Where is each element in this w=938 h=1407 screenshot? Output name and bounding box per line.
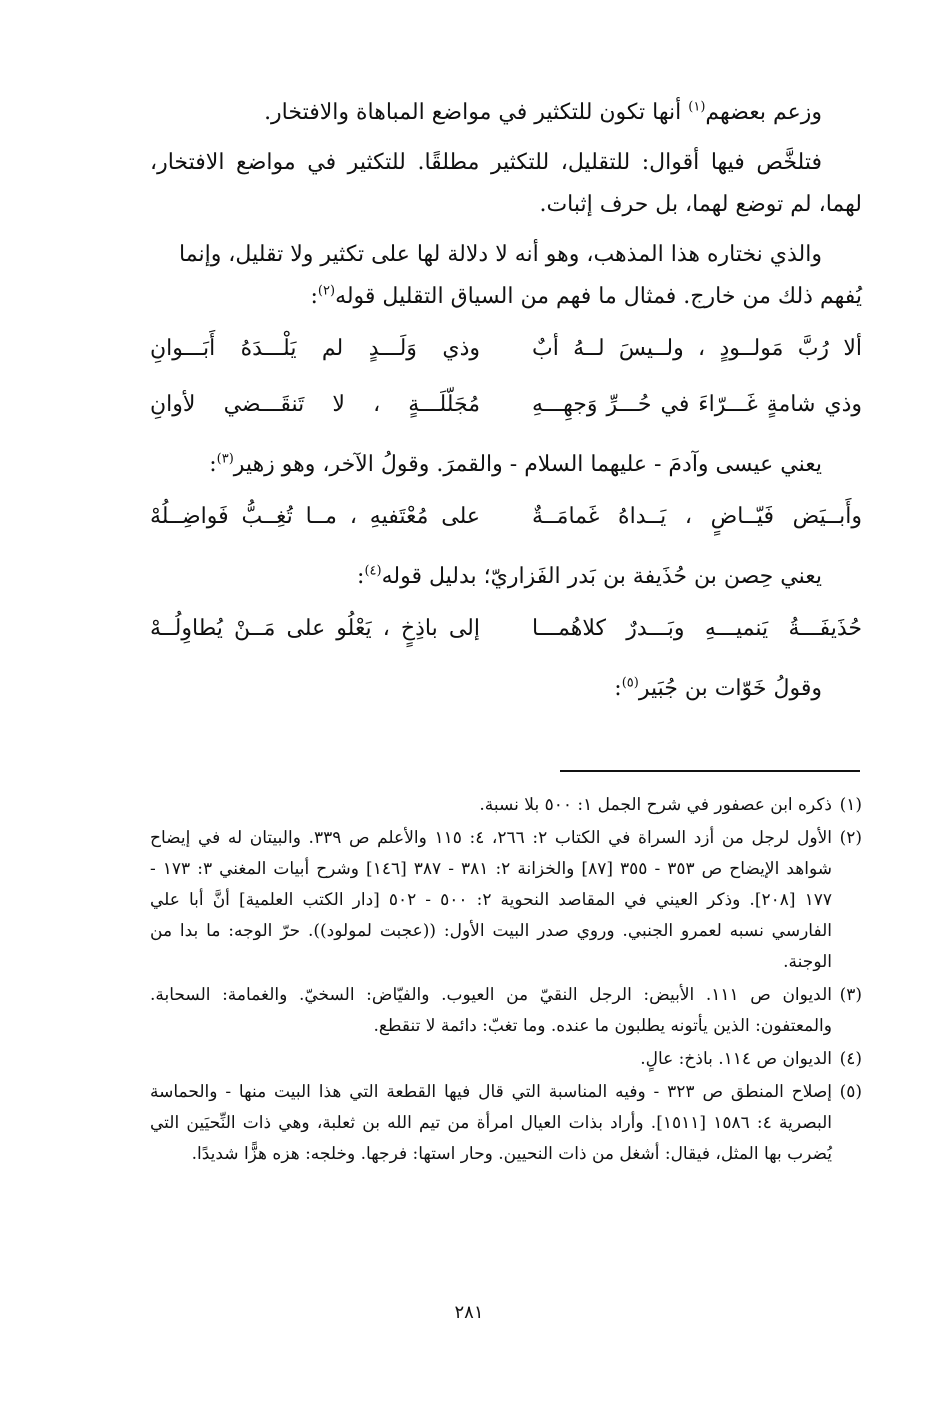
footnote-text: الديوان ص ١١٤. باذخ: عالٍ. [640, 1049, 832, 1069]
footnote-ref[interactable]: (٤) [364, 563, 382, 579]
main-text [150, 92, 862, 718]
verse-hemistich-right: ألا رُبَّ مَولــودٍ ، ولــيسَ لــهُ أبٌ [532, 336, 862, 361]
verse-line [150, 500, 862, 534]
paragraph-text: أنها تكون للتكثير في مواضع المباهاة والافتخار. [264, 100, 689, 125]
paragraph-text: : [310, 284, 318, 309]
footnote-text: إصلاح المنطق ص ٣٢٣ - وفيه المناسبة التي قال فيها القطعة التي هذا البيت منها - والحماسة البصرية ٤: ١٥٨٦ [١٥١١]. وأراد بذات العيال امرأة من تيم الله بن ثعلبة، وهي ذات النِّحيَين التي يُضرب بها المثل، فيقال: أشغل من ذات النحيين. وحار استها: فرجها. وخلجه: هزه هزًّا شديدًا. [150, 1082, 832, 1164]
paragraph-text: يعني حِصن بن حُذَيفة بن بَدر الفَزاريّ؛ بدليل قوله [381, 564, 822, 589]
verse-line [150, 332, 862, 366]
footnote-ref[interactable]: (٥) [621, 675, 639, 691]
paragraph-text: يُفهم ذلك من خارج. فمثال ما فهم من السياق التقليل قوله [335, 284, 862, 309]
verse-hemistich-left: مُجَلّلَـــةٍ ، لا تَنقَـــضي لأوانِ [150, 392, 480, 417]
footnote-number: (٤) [839, 1049, 862, 1069]
paragraph-text: : [209, 452, 217, 477]
paragraph-6 [150, 556, 862, 598]
paragraph-4 [150, 276, 862, 318]
footnote-number: (٣) [839, 985, 862, 1005]
paragraph-2: فتلخَّص فيها أقوال: للتقليل، للتكثير مطلقًا. للتكثير في مواضع الافتخار، لهما، لم توضع لهما، بل حرف إثبات. [150, 150, 862, 217]
page-number: ٢٨١ [454, 1302, 484, 1323]
verse-line [150, 388, 862, 422]
verse-line [150, 612, 862, 646]
paragraph-7 [150, 668, 862, 710]
paragraph-text: : [357, 564, 365, 589]
footnote [150, 823, 862, 978]
paragraph-5 [150, 444, 862, 486]
verse-hemistich-right: حُذَيفَـــةُ يَنميـــهِ وبَـــدرٌ كلاهُمـــا [532, 616, 862, 641]
footnote-separator [560, 770, 860, 772]
footnote-number: (٢) [839, 828, 863, 848]
footnote-text: الأول لرجل من أزد السراة في الكتاب ٢: ٢٦٦، ٤: ١١٥ والأعلم ص ٣٣٩. والبيتان له في إيضاح شواهد الإيضاح ص ٣٥٣ - ٣٥٥ [٨٧] والخزانة ٢: ٣٨١ - ٣٨٧ [١٤٦] وشرح أبيات المغني ٣: ١٧٣ - ١٧٧ [٢٠٨]. وذكر العيني في المقاصد النحوية ٢: ٥٠٠ - ٥٠٢ [دار الكتب العلمية] أنَّ أبا علي الفارسي نسبه لعمرو الجنبي. وروي صدر البيت الأول: ((عجبت لمولود)). حرّ الوجه: ما بدا من الوجنة. [150, 828, 833, 972]
verse-hemistich-right: وذي شامةٍ غَـــرّاءَ في حُـــرِّ وَجهِـــهِ [532, 392, 862, 417]
footnote [150, 790, 862, 821]
footnote-ref[interactable]: (٣) [216, 451, 234, 467]
footnote [150, 1077, 862, 1170]
paragraph-text: يعني عيسى وآدمَ - عليهما السلام - والقمرَ. وقولُ الآخر، وهو زهير [233, 452, 822, 477]
paragraph-text: : [614, 676, 622, 701]
footnote-number: (٥) [839, 1082, 862, 1102]
footnote [150, 1044, 862, 1075]
paragraph-1 [150, 92, 862, 134]
footnote-text: الديوان ص ١١١. الأبيض: الرجل النقيّ من العيوب. والفيّاض: السخيّ. والغمامة: السحابة. والمعتفون: الذين يأتونه يطلبون ما عنده. وما تغبّ: دائمة لا تنقطع. [150, 985, 832, 1036]
footnote-ref[interactable]: (٢) [317, 283, 336, 299]
footnote [150, 980, 862, 1042]
footnote-text: ذكره ابن عصفور في شرح الجمل ١: ٥٠٠ بلا نسبة. [479, 795, 832, 815]
footnotes [150, 790, 862, 1172]
footnote-number: (١) [839, 795, 862, 815]
paragraph-3: والذي نختاره هذا المذهب، وهو أنه لا دلالة لها على تكثير ولا تقليل، وإنما [179, 242, 822, 267]
footnote-ref[interactable]: (١) [688, 99, 706, 115]
verse-hemistich-right: وأَبــيَض فَيّــاضٍ ، يَــداهُ غَمامَــةٌ [532, 504, 862, 529]
paragraph-text: وزعم بعضهم [705, 100, 822, 125]
verse-hemistich-left: إلى باذِخٍ ، يَعْلُو على مَــنْ يُطاوِلُــهْ [150, 616, 480, 641]
paragraph-text: وقولُ خَوّات بن جُبَير [638, 676, 822, 701]
verse-hemistich-left: على مُعْتَفيهِ ، مــا تُغِــبُّ فَواضِــلُهْ [150, 504, 480, 529]
verse-hemistich-left: وذي وَلَـــدٍ لم يَلْـــدَهُ أَبَـــوانِ [150, 336, 480, 361]
